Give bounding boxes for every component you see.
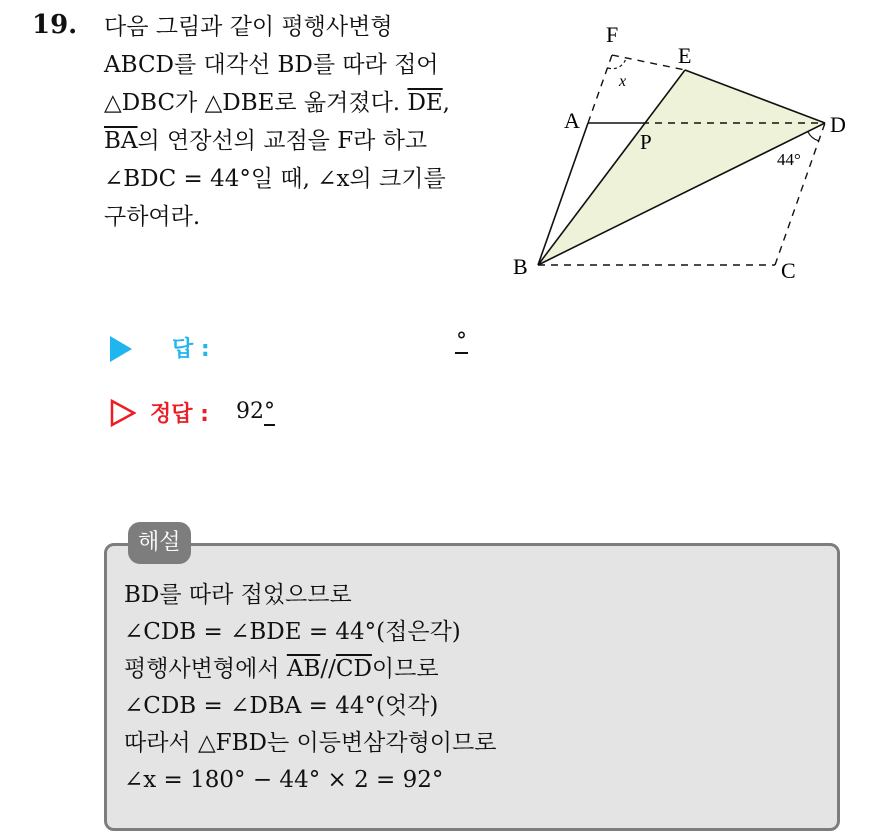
explanation-line: ∠CDB = ∠DBA = 44°(엇각): [124, 693, 439, 719]
question-line: 구하여라.: [104, 204, 201, 230]
question-text-span: ,: [442, 90, 450, 116]
question-line: ∠BDC = 44°일 때, ∠x의 크기를: [104, 166, 446, 192]
angle-44-arc: [808, 132, 819, 141]
explanation-span: 이므로: [371, 656, 439, 682]
geometry-figure: [500, 10, 860, 300]
outline-triangle-icon: [110, 399, 136, 427]
segment-cd: $\overline{CD}$: [335, 656, 372, 682]
label-x: x: [619, 73, 627, 90]
answer-row: [110, 330, 490, 370]
explanation-line: ∠CDB = ∠BDE = 44°(접은각): [124, 619, 461, 645]
segment-f-e-dashed: [612, 55, 685, 70]
answer-label: 답 :: [172, 337, 210, 362]
label-e: E: [678, 43, 692, 68]
question-line: [104, 122, 494, 160]
segment-de: $\overline{DE}$: [407, 90, 443, 116]
segment-a-f-dashed: [588, 55, 612, 123]
explanation-text: [124, 577, 496, 799]
question-text-span: △DBC가 △DBE로 옮겨졌다.: [104, 90, 408, 116]
explanation-tab: 해설: [128, 522, 191, 564]
label-b: B: [513, 254, 528, 279]
answer-input[interactable]: °: [456, 329, 467, 354]
segment-ab: $\overline{AB}$: [286, 656, 321, 682]
question-text: [104, 8, 494, 236]
label-c: C: [781, 258, 796, 283]
label-p: P: [640, 130, 652, 154]
explanation-span: //: [320, 656, 336, 682]
correct-answer-unit: °: [264, 399, 275, 424]
question-text-span: 의 연장선의 교점을 F라 하고: [137, 128, 428, 154]
label-f: F: [606, 22, 619, 47]
correct-answer-value: [236, 399, 275, 424]
correct-answer-label: 정답 :: [150, 402, 209, 427]
question-line: ABCD를 대각선 BD를 따라 접어: [104, 52, 439, 78]
question-line: 다음 그림과 같이 평행사변형: [104, 14, 393, 40]
explanation-line: BD를 따라 접었으므로: [124, 582, 352, 608]
question-line: [104, 84, 494, 122]
explanation-line: 따라서 △FBD는 이등변삼각형이므로: [124, 730, 497, 756]
explanation-line: ∠x = 180° − 44° × 2 = 92°: [124, 767, 444, 793]
correct-answer-row: [110, 395, 410, 435]
segment-ba: $\overline{BA}$: [104, 128, 138, 154]
label-a: A: [564, 108, 580, 133]
explanation-line: [124, 651, 496, 688]
label-angle-44: 44°: [777, 150, 801, 169]
question-number: 19.: [32, 10, 78, 40]
label-d: D: [830, 112, 846, 137]
play-triangle-icon: [110, 336, 132, 362]
correct-answer-number: 92: [236, 399, 264, 424]
explanation-span: 평행사변형에서: [124, 656, 287, 682]
